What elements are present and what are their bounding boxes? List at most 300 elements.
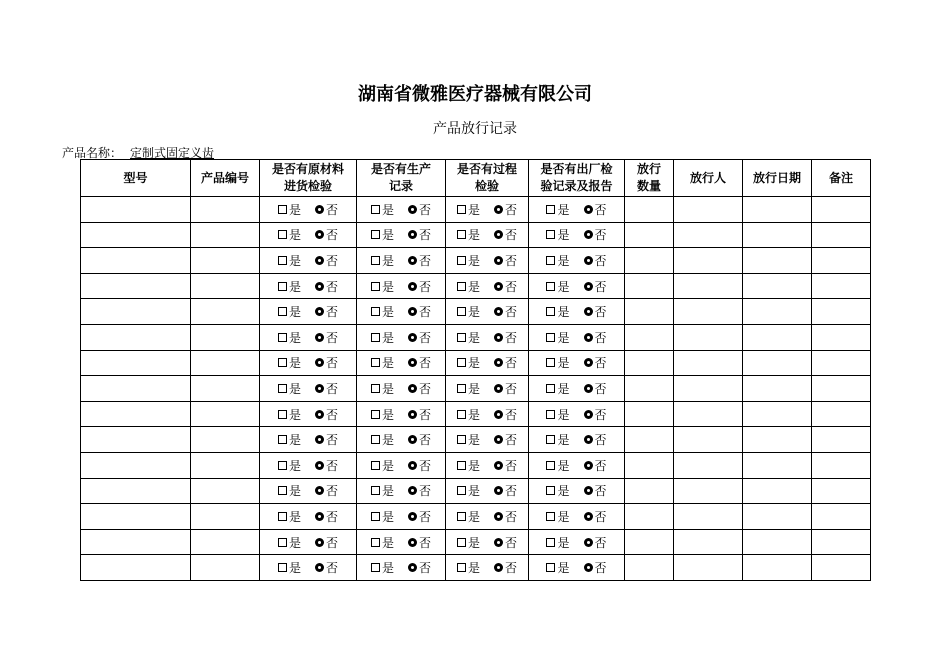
- release-date-cell[interactable]: [743, 478, 812, 504]
- process-inspection-options: [457, 431, 517, 448]
- radio-no-selected[interactable]: [408, 538, 417, 547]
- raw-material-options: [278, 226, 338, 243]
- checkbox-yes[interactable]: [457, 538, 466, 547]
- radio-no-selected[interactable]: [408, 333, 417, 342]
- release-quantity-cell[interactable]: [625, 376, 674, 402]
- release-date-cell[interactable]: [743, 504, 812, 530]
- no-label: 否: [419, 484, 432, 499]
- yes-label: 是: [557, 202, 570, 217]
- model-cell[interactable]: [81, 401, 191, 427]
- release-quantity-cell[interactable]: [625, 197, 674, 223]
- raw-material-cell: [260, 324, 357, 350]
- checkbox-yes[interactable]: [457, 230, 466, 239]
- checkbox-yes[interactable]: [546, 461, 555, 470]
- checkbox-yes[interactable]: [371, 435, 380, 444]
- checkbox-yes[interactable]: [546, 358, 555, 367]
- checkbox-yes[interactable]: [457, 205, 466, 214]
- process-inspection-options: [457, 201, 517, 218]
- remarks-cell[interactable]: [812, 427, 871, 453]
- product-number-cell[interactable]: [191, 401, 260, 427]
- checkbox-yes[interactable]: [546, 563, 555, 572]
- radio-no-selected[interactable]: [315, 512, 324, 521]
- radio-no-selected[interactable]: [408, 282, 417, 291]
- release-date-cell[interactable]: [743, 299, 812, 325]
- raw-material-cell: [260, 529, 357, 555]
- checkbox-yes[interactable]: [371, 230, 380, 239]
- remarks-cell[interactable]: [812, 299, 871, 325]
- radio-no-selected[interactable]: [315, 486, 324, 495]
- product-number-cell[interactable]: [191, 324, 260, 350]
- no-label: 否: [326, 330, 339, 345]
- checkbox-yes[interactable]: [371, 410, 380, 419]
- model-cell[interactable]: [81, 452, 191, 478]
- remarks-cell[interactable]: [812, 350, 871, 376]
- yes-label: 是: [467, 509, 480, 524]
- checkbox-yes[interactable]: [546, 512, 555, 521]
- radio-no-selected[interactable]: [584, 486, 593, 495]
- release-date-cell[interactable]: [743, 427, 812, 453]
- raw-material-options: [278, 559, 338, 576]
- checkbox-yes[interactable]: [278, 230, 287, 239]
- remarks-cell[interactable]: [812, 555, 871, 581]
- production-record-options: [371, 508, 431, 525]
- checkbox-yes[interactable]: [546, 384, 555, 393]
- remarks-cell[interactable]: [812, 504, 871, 530]
- radio-no-selected[interactable]: [315, 205, 324, 214]
- release-date-cell[interactable]: [743, 197, 812, 223]
- checkbox-yes[interactable]: [371, 512, 380, 521]
- remarks-cell[interactable]: [812, 222, 871, 248]
- production-record-options: [371, 482, 431, 499]
- checkbox-yes[interactable]: [546, 230, 555, 239]
- radio-no-selected[interactable]: [315, 307, 324, 316]
- radio-no-selected[interactable]: [584, 358, 593, 367]
- checkbox-yes[interactable]: [371, 538, 380, 547]
- checkbox-yes[interactable]: [457, 461, 466, 470]
- process-inspection-options: [457, 559, 517, 576]
- release-date-cell[interactable]: [743, 529, 812, 555]
- raw-material-options: [278, 201, 338, 218]
- production-record-cell: [357, 452, 446, 478]
- no-label: 否: [419, 561, 432, 576]
- radio-no-selected[interactable]: [408, 461, 417, 470]
- yes-label: 是: [381, 330, 394, 345]
- checkbox-yes[interactable]: [371, 307, 380, 316]
- radio-no-selected[interactable]: [494, 256, 503, 265]
- release-date-cell[interactable]: [743, 555, 812, 581]
- radio-no-selected[interactable]: [315, 358, 324, 367]
- checkbox-yes[interactable]: [457, 384, 466, 393]
- radio-no-selected[interactable]: [494, 384, 503, 393]
- radio-no-selected[interactable]: [408, 435, 417, 444]
- production-record-options: [371, 534, 431, 551]
- release-date-cell[interactable]: [743, 248, 812, 274]
- radio-no-selected[interactable]: [494, 538, 503, 547]
- header-releaser: 放行人: [674, 160, 743, 197]
- radio-no-selected[interactable]: [494, 512, 503, 521]
- checkbox-yes[interactable]: [546, 282, 555, 291]
- release-quantity-cell[interactable]: [625, 324, 674, 350]
- checkbox-yes[interactable]: [278, 205, 287, 214]
- no-label: 否: [505, 535, 518, 550]
- radio-no-selected[interactable]: [584, 282, 593, 291]
- process-inspection-cell: [446, 401, 529, 427]
- no-label: 否: [326, 433, 339, 448]
- factory-report-cell: [529, 401, 625, 427]
- checkbox-yes[interactable]: [546, 538, 555, 547]
- checkbox-yes[interactable]: [546, 333, 555, 342]
- process-inspection-cell: [446, 504, 529, 530]
- releaser-cell[interactable]: [674, 401, 743, 427]
- production-record-options: [371, 354, 431, 371]
- radio-no-selected[interactable]: [408, 410, 417, 419]
- checkbox-yes[interactable]: [457, 282, 466, 291]
- product-number-cell[interactable]: [191, 299, 260, 325]
- radio-no-selected[interactable]: [584, 563, 593, 572]
- factory-report-options: [546, 201, 606, 218]
- no-label: 否: [326, 484, 339, 499]
- model-cell[interactable]: [81, 555, 191, 581]
- raw-material-cell: [260, 478, 357, 504]
- process-inspection-options: [457, 252, 517, 269]
- radio-no-selected[interactable]: [315, 435, 324, 444]
- releaser-cell[interactable]: [674, 452, 743, 478]
- factory-report-options: [546, 406, 606, 423]
- yes-label: 是: [288, 381, 301, 396]
- radio-no-selected[interactable]: [494, 282, 503, 291]
- radio-no-selected[interactable]: [408, 358, 417, 367]
- factory-report-options: [546, 380, 606, 397]
- checkbox-yes[interactable]: [371, 358, 380, 367]
- remarks-cell[interactable]: [812, 529, 871, 555]
- release-date-cell[interactable]: [743, 273, 812, 299]
- no-label: 否: [505, 228, 518, 243]
- checkbox-yes[interactable]: [371, 461, 380, 470]
- checkbox-yes[interactable]: [371, 486, 380, 495]
- releaser-cell[interactable]: [674, 350, 743, 376]
- checkbox-yes[interactable]: [278, 435, 287, 444]
- checkbox-yes[interactable]: [546, 256, 555, 265]
- radio-no-selected[interactable]: [494, 410, 503, 419]
- raw-material-options: [278, 406, 338, 423]
- radio-no-selected[interactable]: [315, 461, 324, 470]
- no-label: 否: [326, 561, 339, 576]
- process-inspection-options: [457, 329, 517, 346]
- yes-label: 是: [557, 535, 570, 550]
- checkbox-yes[interactable]: [278, 486, 287, 495]
- radio-no-selected[interactable]: [315, 333, 324, 342]
- model-cell[interactable]: [81, 273, 191, 299]
- release-date-cell[interactable]: [743, 376, 812, 402]
- remarks-cell[interactable]: [812, 452, 871, 478]
- radio-no-selected[interactable]: [408, 256, 417, 265]
- model-cell[interactable]: [81, 504, 191, 530]
- release-date-cell[interactable]: [743, 324, 812, 350]
- checkbox-yes[interactable]: [278, 563, 287, 572]
- checkbox-yes[interactable]: [278, 410, 287, 419]
- checkbox-yes[interactable]: [278, 333, 287, 342]
- header-factory-inspection-report: 是否有出厂检 验记录及报告: [529, 160, 625, 197]
- release-quantity-cell[interactable]: [625, 529, 674, 555]
- product-number-cell[interactable]: [191, 248, 260, 274]
- model-cell[interactable]: [81, 222, 191, 248]
- yes-label: 是: [381, 458, 394, 473]
- no-label: 否: [326, 509, 339, 524]
- checkbox-yes[interactable]: [278, 282, 287, 291]
- yes-label: 是: [381, 535, 394, 550]
- no-label: 否: [326, 356, 339, 371]
- yes-label: 是: [381, 484, 394, 499]
- radio-no-selected[interactable]: [408, 563, 417, 572]
- radio-no-selected[interactable]: [494, 333, 503, 342]
- model-cell[interactable]: [81, 478, 191, 504]
- radio-no-selected[interactable]: [408, 230, 417, 239]
- release-quantity-cell[interactable]: [625, 222, 674, 248]
- radio-no-selected[interactable]: [494, 486, 503, 495]
- release-quantity-cell[interactable]: [625, 452, 674, 478]
- radio-no-selected[interactable]: [584, 538, 593, 547]
- remarks-cell[interactable]: [812, 248, 871, 274]
- factory-report-cell: [529, 248, 625, 274]
- radio-no-selected[interactable]: [584, 461, 593, 470]
- process-inspection-options: [457, 457, 517, 474]
- releaser-cell[interactable]: [674, 299, 743, 325]
- release-quantity-cell[interactable]: [625, 248, 674, 274]
- no-label: 否: [419, 279, 432, 294]
- header-release-quantity: 放行 数量: [625, 160, 674, 197]
- releaser-cell[interactable]: [674, 478, 743, 504]
- releaser-cell[interactable]: [674, 555, 743, 581]
- checkbox-yes[interactable]: [371, 282, 380, 291]
- raw-material-options: [278, 508, 338, 525]
- radio-no-selected[interactable]: [494, 563, 503, 572]
- checkbox-yes[interactable]: [457, 435, 466, 444]
- product-number-cell[interactable]: [191, 350, 260, 376]
- radio-no-selected[interactable]: [315, 410, 324, 419]
- radio-no-selected[interactable]: [315, 256, 324, 265]
- yes-label: 是: [467, 535, 480, 550]
- model-cell[interactable]: [81, 350, 191, 376]
- model-cell[interactable]: [81, 324, 191, 350]
- table-row: [81, 324, 871, 350]
- radio-no-selected[interactable]: [408, 486, 417, 495]
- production-record-options: [371, 380, 431, 397]
- checkbox-yes[interactable]: [457, 410, 466, 419]
- radio-no-selected[interactable]: [584, 512, 593, 521]
- checkbox-yes[interactable]: [457, 512, 466, 521]
- production-record-cell: [357, 350, 446, 376]
- yes-label: 是: [557, 407, 570, 422]
- product-number-cell[interactable]: [191, 452, 260, 478]
- radio-no-selected[interactable]: [494, 435, 503, 444]
- factory-report-cell: [529, 273, 625, 299]
- radio-no-selected[interactable]: [315, 563, 324, 572]
- release-date-cell[interactable]: [743, 222, 812, 248]
- process-inspection-cell: [446, 350, 529, 376]
- radio-no-selected[interactable]: [494, 358, 503, 367]
- product-number-cell[interactable]: [191, 197, 260, 223]
- release-quantity-cell[interactable]: [625, 504, 674, 530]
- checkbox-yes[interactable]: [457, 333, 466, 342]
- product-number-cell[interactable]: [191, 222, 260, 248]
- radio-no-selected[interactable]: [584, 435, 593, 444]
- model-cell[interactable]: [81, 529, 191, 555]
- product-number-cell[interactable]: [191, 478, 260, 504]
- model-cell[interactable]: [81, 248, 191, 274]
- release-quantity-cell[interactable]: [625, 273, 674, 299]
- release-quantity-cell[interactable]: [625, 555, 674, 581]
- checkbox-yes[interactable]: [457, 563, 466, 572]
- remarks-cell[interactable]: [812, 478, 871, 504]
- radio-no-selected[interactable]: [584, 205, 593, 214]
- checkbox-yes[interactable]: [457, 358, 466, 367]
- radio-no-selected[interactable]: [584, 333, 593, 342]
- production-record-options: [371, 406, 431, 423]
- checkbox-yes[interactable]: [457, 307, 466, 316]
- no-label: 否: [594, 484, 607, 499]
- production-record-options: [371, 226, 431, 243]
- checkbox-yes[interactable]: [278, 256, 287, 265]
- no-label: 否: [326, 279, 339, 294]
- checkbox-yes[interactable]: [278, 358, 287, 367]
- table-row: [81, 504, 871, 530]
- checkbox-yes[interactable]: [371, 205, 380, 214]
- process-inspection-cell: [446, 478, 529, 504]
- releaser-cell[interactable]: [674, 504, 743, 530]
- release-quantity-cell[interactable]: [625, 299, 674, 325]
- release-date-cell[interactable]: [743, 452, 812, 478]
- radio-no-selected[interactable]: [315, 384, 324, 393]
- factory-report-cell: [529, 350, 625, 376]
- checkbox-yes[interactable]: [457, 256, 466, 265]
- checkbox-yes[interactable]: [371, 384, 380, 393]
- process-inspection-cell: [446, 248, 529, 274]
- releaser-cell[interactable]: [674, 273, 743, 299]
- yes-label: 是: [557, 561, 570, 576]
- checkbox-yes[interactable]: [278, 512, 287, 521]
- yes-label: 是: [288, 433, 301, 448]
- radio-no-selected[interactable]: [494, 205, 503, 214]
- radio-no-selected[interactable]: [315, 282, 324, 291]
- product-number-cell[interactable]: [191, 376, 260, 402]
- yes-label: 是: [381, 509, 394, 524]
- no-label: 否: [326, 253, 339, 268]
- radio-no-selected[interactable]: [494, 307, 503, 316]
- checkbox-yes[interactable]: [546, 435, 555, 444]
- radio-no-selected[interactable]: [408, 307, 417, 316]
- product-number-cell[interactable]: [191, 555, 260, 581]
- releaser-cell[interactable]: [674, 427, 743, 453]
- release-quantity-cell[interactable]: [625, 401, 674, 427]
- model-cell[interactable]: [81, 299, 191, 325]
- checkbox-yes[interactable]: [457, 486, 466, 495]
- checkbox-yes[interactable]: [278, 538, 287, 547]
- raw-material-options: [278, 354, 338, 371]
- radio-no-selected[interactable]: [494, 230, 503, 239]
- table-row: [81, 273, 871, 299]
- releaser-cell[interactable]: [674, 248, 743, 274]
- checkbox-yes[interactable]: [371, 333, 380, 342]
- yes-label: 是: [557, 356, 570, 371]
- release-date-cell[interactable]: [743, 350, 812, 376]
- radio-no-selected[interactable]: [584, 410, 593, 419]
- no-label: 否: [594, 535, 607, 550]
- yes-label: 是: [381, 407, 394, 422]
- table-row: [81, 452, 871, 478]
- production-record-cell: [357, 478, 446, 504]
- checkbox-yes[interactable]: [278, 461, 287, 470]
- product-number-cell[interactable]: [191, 504, 260, 530]
- yes-label: 是: [557, 330, 570, 345]
- remarks-cell[interactable]: [812, 273, 871, 299]
- yes-label: 是: [467, 253, 480, 268]
- model-cell[interactable]: [81, 197, 191, 223]
- radio-no-selected[interactable]: [584, 384, 593, 393]
- table-row: [81, 529, 871, 555]
- no-label: 否: [505, 253, 518, 268]
- release-date-cell[interactable]: [743, 401, 812, 427]
- releaser-cell[interactable]: [674, 376, 743, 402]
- checkbox-yes[interactable]: [371, 563, 380, 572]
- radio-no-selected[interactable]: [315, 538, 324, 547]
- factory-report-options: [546, 329, 606, 346]
- radio-no-selected[interactable]: [494, 461, 503, 470]
- checkbox-yes[interactable]: [371, 256, 380, 265]
- radio-no-selected[interactable]: [584, 230, 593, 239]
- factory-report-cell: [529, 324, 625, 350]
- checkbox-yes[interactable]: [278, 307, 287, 316]
- radio-no-selected[interactable]: [315, 230, 324, 239]
- no-label: 否: [419, 253, 432, 268]
- model-cell[interactable]: [81, 376, 191, 402]
- checkbox-yes[interactable]: [546, 410, 555, 419]
- product-number-cell[interactable]: [191, 529, 260, 555]
- product-number-cell[interactable]: [191, 427, 260, 453]
- yes-label: 是: [467, 458, 480, 473]
- radio-no-selected[interactable]: [408, 384, 417, 393]
- checkbox-yes[interactable]: [546, 205, 555, 214]
- product-number-cell[interactable]: [191, 273, 260, 299]
- releaser-cell[interactable]: [674, 222, 743, 248]
- releaser-cell[interactable]: [674, 324, 743, 350]
- release-quantity-cell[interactable]: [625, 427, 674, 453]
- remarks-cell[interactable]: [812, 197, 871, 223]
- checkbox-yes[interactable]: [546, 307, 555, 316]
- release-quantity-cell[interactable]: [625, 350, 674, 376]
- header-product-number: 产品编号: [191, 160, 260, 197]
- remarks-cell[interactable]: [812, 401, 871, 427]
- radio-no-selected[interactable]: [408, 205, 417, 214]
- remarks-cell[interactable]: [812, 376, 871, 402]
- radio-no-selected[interactable]: [584, 307, 593, 316]
- checkbox-yes[interactable]: [546, 486, 555, 495]
- releaser-cell[interactable]: [674, 197, 743, 223]
- remarks-cell[interactable]: [812, 324, 871, 350]
- checkbox-yes[interactable]: [278, 384, 287, 393]
- model-cell[interactable]: [81, 427, 191, 453]
- release-quantity-cell[interactable]: [625, 478, 674, 504]
- yes-label: 是: [467, 356, 480, 371]
- no-label: 否: [594, 381, 607, 396]
- radio-no-selected[interactable]: [584, 256, 593, 265]
- production-record-cell: [357, 197, 446, 223]
- radio-no-selected[interactable]: [408, 512, 417, 521]
- no-label: 否: [594, 356, 607, 371]
- no-label: 否: [594, 330, 607, 345]
- production-record-cell: [357, 504, 446, 530]
- releaser-cell[interactable]: [674, 529, 743, 555]
- production-record-cell: [357, 427, 446, 453]
